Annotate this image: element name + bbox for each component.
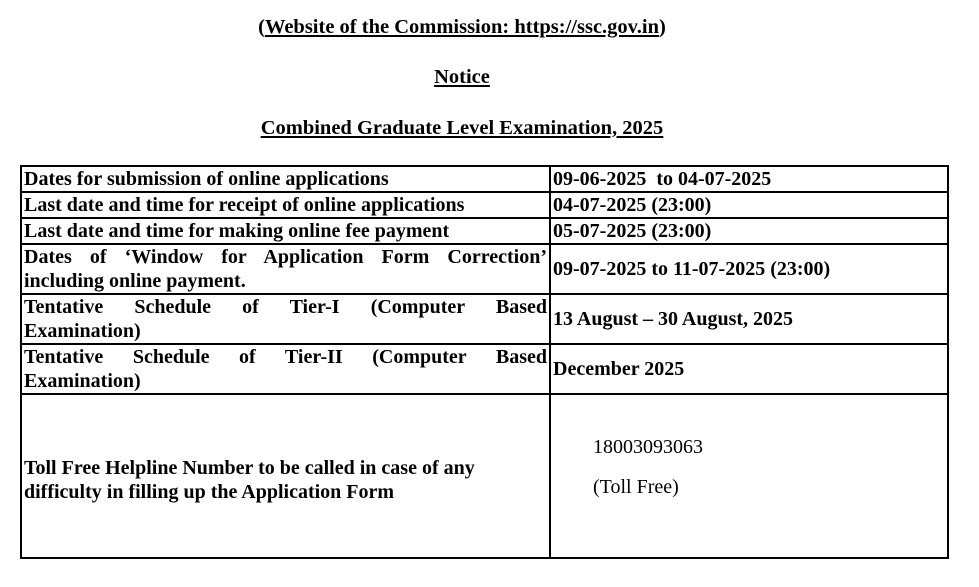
table-row xyxy=(21,192,948,218)
schedule-value: 04-07-2025 (23:00) xyxy=(550,192,948,218)
exam-title: Combined Graduate Level Examination, 2025 xyxy=(260,117,664,139)
open-paren: ( xyxy=(258,16,265,38)
schedule-label: Dates for submission of online applications xyxy=(21,166,550,192)
table-row xyxy=(21,344,948,394)
schedule-value: 09-07-2025 to 11-07-2025 (23:00) xyxy=(550,244,948,294)
schedule-label-line1: Dates of ‘Window for Application Form Correction’ xyxy=(24,246,547,268)
schedule-label: Last date and time for receipt of online applications xyxy=(21,192,550,218)
schedule-label xyxy=(21,344,550,394)
website-link[interactable]: Website of the Commission: https://ssc.gov.in xyxy=(264,16,660,38)
schedule-label: Last date and time for making online fee payment xyxy=(21,218,550,244)
table-row xyxy=(21,244,948,294)
schedule-label xyxy=(21,294,550,344)
schedule-value: 13 August – 30 August, 2025 xyxy=(550,294,948,344)
schedule-value: 05-07-2025 (23:00) xyxy=(550,218,948,244)
schedule-label-line2: including online payment. xyxy=(24,270,246,292)
helpline-number: 18003093063 xyxy=(593,436,703,458)
table-row xyxy=(21,294,948,344)
helpline-cell xyxy=(550,394,948,558)
schedule-label-line1: Tentative Schedule of Tier-I (Computer Based xyxy=(24,296,547,318)
schedule-value: December 2025 xyxy=(550,344,948,394)
close-paren: ) xyxy=(659,16,666,38)
table-row xyxy=(21,166,948,192)
table-row xyxy=(21,394,948,558)
schedule-label xyxy=(21,244,550,294)
table-row xyxy=(21,218,948,244)
notice-title: Notice xyxy=(434,66,490,88)
helpline-note: (Toll Free) xyxy=(593,476,679,498)
website-line xyxy=(0,15,924,39)
schedule-label-line1: Tentative Schedule of Tier-II (Computer Based xyxy=(24,346,547,368)
schedule-value: 09-06-2025 to 04-07-2025 xyxy=(550,166,948,192)
schedule-label-line2: Examination) xyxy=(24,370,141,392)
schedule-table xyxy=(20,165,949,559)
schedule-label-line2: Examination) xyxy=(24,320,141,342)
helpline-label: Toll Free Helpline Number to be called in case of any difficulty in filling up the Application Form xyxy=(21,394,550,558)
